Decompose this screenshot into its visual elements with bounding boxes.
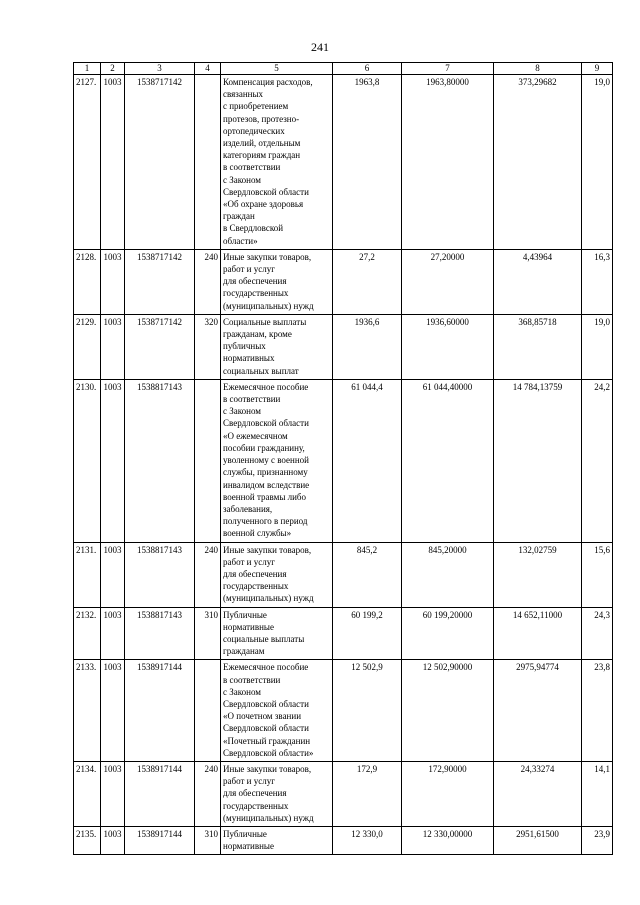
executed-amount-cell: 14 652,11000	[494, 607, 582, 660]
executed-amount-cell: 4,43964	[494, 249, 582, 314]
description-line: Социальные выплаты	[223, 316, 307, 327]
description-line: с Законом	[223, 174, 262, 185]
description-line: Ежемесячное пособие	[223, 662, 309, 673]
description-line: категориям граждан	[223, 150, 301, 161]
description-line: в соответствии	[223, 394, 281, 405]
executed-amount-cell: 132,02759	[494, 542, 582, 607]
plan-amount-precise-cell: 1963,80000	[402, 75, 494, 250]
description-line: полученного в период	[223, 516, 308, 527]
description-line: публичных	[223, 341, 266, 352]
section-code-cell: 1003	[101, 542, 125, 607]
description-line: заболевания,	[223, 503, 273, 514]
target-article-cell: 1538917144	[125, 826, 195, 854]
header-cell: 9	[582, 63, 613, 75]
percent-cell: 24,2	[582, 379, 613, 542]
description-cell	[221, 249, 333, 314]
target-article-cell: 1538817143	[125, 379, 195, 542]
description-cell	[221, 75, 333, 250]
description-line: «Почетный гражданин	[223, 735, 311, 746]
expense-type-cell	[195, 379, 221, 542]
table-row	[74, 761, 613, 826]
description-line: Ежемесячное пособие	[223, 381, 309, 392]
description-line: Иные закупки товаров,	[223, 544, 312, 555]
executed-amount-cell: 2951,61500	[494, 826, 582, 854]
description-line: «О почетном звании	[223, 711, 302, 722]
percent-cell: 19,0	[582, 75, 613, 250]
row-number-cell: 2129.	[74, 314, 101, 379]
row-number-cell: 2133.	[74, 660, 101, 762]
description-line: с Законом	[223, 406, 262, 417]
header-cell: 4	[195, 63, 221, 75]
table-row	[74, 314, 613, 379]
description-line: государственных	[223, 800, 289, 811]
section-code-cell: 1003	[101, 75, 125, 250]
page-number: 241	[311, 40, 329, 54]
header-cell: 2	[101, 63, 125, 75]
description-line: протезов, протезно-	[223, 113, 300, 124]
section-code-cell: 1003	[101, 379, 125, 542]
description-line: нормативные	[223, 841, 274, 852]
description-line: государственных	[223, 581, 289, 592]
target-article-cell: 1538817143	[125, 542, 195, 607]
header-cell: 6	[333, 63, 402, 75]
description-line: гражданам	[223, 646, 265, 657]
description-line: Свердловской области»	[223, 747, 314, 758]
plan-amount-cell: 172,9	[333, 761, 402, 826]
description-line: области»	[223, 235, 258, 246]
description-line: Иные закупки товаров,	[223, 251, 312, 262]
plan-amount-cell: 27,2	[333, 249, 402, 314]
row-number-cell: 2131.	[74, 542, 101, 607]
plan-amount-precise-cell: 27,20000	[402, 249, 494, 314]
plan-amount-precise-cell: 12 330,00000	[402, 826, 494, 854]
description-line: работ и услуг	[223, 264, 275, 275]
plan-amount-cell: 12 502,9	[333, 660, 402, 762]
row-number-cell: 2130.	[74, 379, 101, 542]
plan-amount-cell: 845,2	[333, 542, 402, 607]
description-line: нормативные	[223, 621, 274, 632]
description-line: с Законом	[223, 686, 262, 697]
table-row	[74, 249, 613, 314]
percent-cell: 19,0	[582, 314, 613, 379]
header-cell: 5	[221, 63, 333, 75]
description-line: пособии гражданину,	[223, 442, 305, 453]
description-cell	[221, 314, 333, 379]
plan-amount-precise-cell: 1936,60000	[402, 314, 494, 379]
expense-type-cell	[195, 660, 221, 762]
section-code-cell: 1003	[101, 761, 125, 826]
description-line: Публичные	[223, 828, 267, 839]
expense-type-cell: 310	[195, 826, 221, 854]
description-line: гражданам, кроме	[223, 329, 292, 340]
description-line: работ и услуг	[223, 776, 275, 787]
description-cell	[221, 761, 333, 826]
percent-cell: 24,3	[582, 607, 613, 660]
description-line: в Свердловской	[223, 223, 284, 234]
header-cell: 7	[402, 63, 494, 75]
description-line: (муниципальных) нужд	[223, 300, 314, 311]
description-line: с приобретением	[223, 101, 289, 112]
table-row	[74, 826, 613, 854]
description-cell	[221, 607, 333, 660]
plan-amount-cell: 60 199,2	[333, 607, 402, 660]
description-line: работ и услуг	[223, 556, 275, 567]
table-row	[74, 75, 613, 250]
expense-type-cell: 310	[195, 607, 221, 660]
row-number-cell: 2127.	[74, 75, 101, 250]
description-line: Иные закупки товаров,	[223, 763, 312, 774]
description-line: Свердловской области	[223, 418, 309, 429]
description-line: военной травмы либо	[223, 491, 307, 502]
description-line: военной службы»	[223, 528, 292, 539]
description-line: в соответствии	[223, 162, 281, 173]
executed-amount-cell: 368,85718	[494, 314, 582, 379]
budget-table	[73, 62, 613, 855]
description-line: связанных	[223, 89, 263, 100]
row-number-cell: 2132.	[74, 607, 101, 660]
description-line: социальных выплат	[223, 365, 299, 376]
description-line: Свердловской области	[223, 186, 309, 197]
plan-amount-precise-cell: 845,20000	[402, 542, 494, 607]
plan-amount-precise-cell: 172,90000	[402, 761, 494, 826]
percent-cell: 15,6	[582, 542, 613, 607]
row-number-cell: 2128.	[74, 249, 101, 314]
description-cell	[221, 379, 333, 542]
plan-amount-precise-cell: 61 044,40000	[402, 379, 494, 542]
table-row	[74, 660, 613, 762]
description-line: (муниципальных) нужд	[223, 593, 314, 604]
header-row	[74, 63, 613, 75]
plan-amount-cell: 1936,6	[333, 314, 402, 379]
target-article-cell: 1538817143	[125, 607, 195, 660]
description-line: Свердловской области	[223, 698, 309, 709]
description-line: (муниципальных) нужд	[223, 812, 314, 823]
description-line: службы, признанному	[223, 467, 308, 478]
percent-cell: 14,1	[582, 761, 613, 826]
description-line: в соответствии	[223, 674, 281, 685]
description-line: Компенсация расходов,	[223, 77, 313, 87]
plan-amount-precise-cell: 12 502,90000	[402, 660, 494, 762]
target-article-cell: 1538717142	[125, 249, 195, 314]
description-line: нормативных	[223, 353, 275, 364]
description-cell	[221, 542, 333, 607]
target-article-cell: 1538917144	[125, 660, 195, 762]
executed-amount-cell: 14 784,13759	[494, 379, 582, 542]
description-line: для обеспечения	[223, 276, 287, 287]
description-line: «Об охране здоровья	[223, 199, 304, 210]
description-line: ортопедических	[223, 125, 285, 136]
description-line: для обеспечения	[223, 788, 287, 799]
header-cell: 1	[74, 63, 101, 75]
table-row	[74, 379, 613, 542]
executed-amount-cell: 24,33274	[494, 761, 582, 826]
description-line: государственных	[223, 288, 289, 299]
target-article-cell: 1538717142	[125, 75, 195, 250]
section-code-cell: 1003	[101, 314, 125, 379]
description-line: «О ежемесячном	[223, 430, 288, 441]
plan-amount-cell: 12 330,0	[333, 826, 402, 854]
target-article-cell: 1538717142	[125, 314, 195, 379]
expense-type-cell: 320	[195, 314, 221, 379]
section-code-cell: 1003	[101, 826, 125, 854]
header-cell: 3	[125, 63, 195, 75]
section-code-cell: 1003	[101, 249, 125, 314]
expense-type-cell	[195, 75, 221, 250]
executed-amount-cell: 373,29682	[494, 75, 582, 250]
percent-cell: 23,9	[582, 826, 613, 854]
description-line: изделий, отдельным	[223, 138, 301, 149]
percent-cell: 16,3	[582, 249, 613, 314]
description-line: социальные выплаты	[223, 633, 305, 644]
description-line: инвалидом вследствие	[223, 479, 310, 490]
description-line: Свердловской области	[223, 723, 309, 734]
row-number-cell: 2135.	[74, 826, 101, 854]
header-cell: 8	[494, 63, 582, 75]
table-row	[74, 542, 613, 607]
description-cell	[221, 826, 333, 854]
description-line: уволенному с военной	[223, 455, 309, 466]
section-code-cell: 1003	[101, 607, 125, 660]
expense-type-cell: 240	[195, 542, 221, 607]
target-article-cell: 1538917144	[125, 761, 195, 826]
description-cell	[221, 660, 333, 762]
executed-amount-cell: 2975,94774	[494, 660, 582, 762]
description-line: для обеспечения	[223, 568, 287, 579]
expense-type-cell: 240	[195, 249, 221, 314]
section-code-cell: 1003	[101, 660, 125, 762]
expense-type-cell: 240	[195, 761, 221, 826]
description-line: Публичные	[223, 609, 267, 620]
description-line: граждан	[223, 211, 255, 222]
row-number-cell: 2134.	[74, 761, 101, 826]
table-row	[74, 607, 613, 660]
percent-cell: 23,8	[582, 660, 613, 762]
plan-amount-cell: 61 044,4	[333, 379, 402, 542]
plan-amount-cell: 1963,8	[333, 75, 402, 250]
plan-amount-precise-cell: 60 199,20000	[402, 607, 494, 660]
